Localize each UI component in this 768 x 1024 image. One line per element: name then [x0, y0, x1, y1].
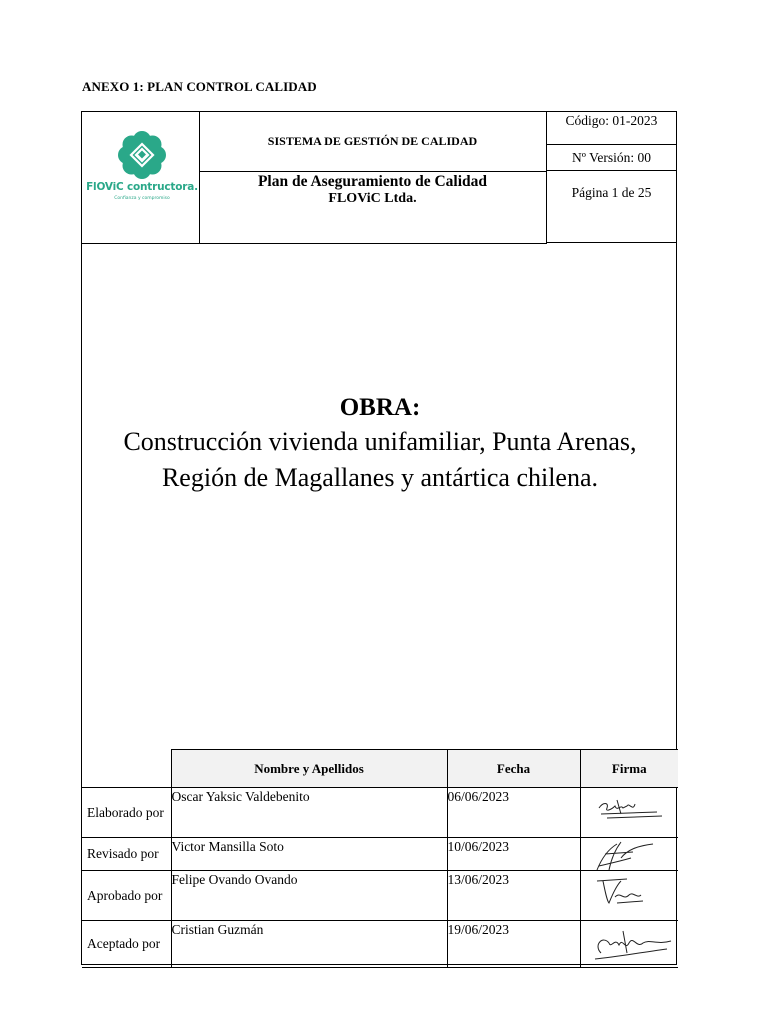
obra-block — [82, 392, 678, 496]
annex-title: ANEXO 1: PLAN CONTROL CALIDAD — [82, 79, 317, 94]
role-label: Elaborado por — [82, 788, 171, 838]
table-row — [82, 788, 678, 838]
logo-brand-text: FlOViC contructora. — [86, 181, 198, 193]
document-header — [82, 112, 678, 244]
sign-date: 10/06/2023 — [447, 838, 580, 871]
approval-header-row — [82, 750, 678, 788]
plan-title-cell — [199, 171, 547, 244]
table-row — [82, 921, 678, 968]
sign-date: 13/06/2023 — [447, 871, 580, 921]
signature-image — [587, 840, 673, 873]
person-name: Oscar Yaksic Valdebenito — [171, 788, 447, 838]
signature-image — [587, 790, 673, 830]
role-label: Revisado por — [82, 838, 171, 871]
system-title-cell — [199, 112, 547, 172]
signature-image — [587, 873, 673, 913]
date-column-header: Fecha — [447, 750, 580, 788]
page-number: Página 1 de 25 — [546, 171, 677, 243]
signature-cell — [580, 871, 678, 921]
approval-table — [82, 749, 678, 968]
table-row — [82, 871, 678, 921]
role-label: Aceptado por — [82, 921, 171, 968]
document-code: Código: 01-2023 — [546, 112, 677, 145]
person-name: Cristian Guzmán — [171, 921, 447, 968]
role-label: Aprobado por — [82, 871, 171, 921]
signature-image — [587, 923, 673, 967]
role-header-blank — [82, 750, 171, 788]
document-version: Nº Versión: 00 — [546, 145, 677, 171]
signature-column-header: Firma — [580, 750, 678, 788]
obra-label: OBRA: — [339, 394, 421, 421]
signature-cell — [580, 921, 678, 968]
signature-cell — [580, 838, 678, 871]
sign-date: 06/06/2023 — [447, 788, 580, 838]
logo-cell — [82, 112, 200, 244]
obra-description: Construcción vivienda unifamiliar, Punta Arenas, Región de Magallanes y antártica chilena. — [123, 427, 637, 492]
person-name: Victor Mansilla Soto — [171, 838, 447, 871]
plan-title: Plan de Aseguramiento de Calidad — [257, 173, 488, 190]
person-name: Felipe Ovando Ovando — [171, 871, 447, 921]
company-logo-icon — [116, 129, 168, 181]
sign-date: 19/06/2023 — [447, 921, 580, 968]
signature-cell — [580, 788, 678, 838]
system-title: SISTEMA DE GESTIÓN DE CALIDAD — [267, 134, 478, 148]
document-frame — [81, 111, 677, 965]
name-column-header: Nombre y Apellidos — [171, 750, 447, 788]
logo-tagline: Confianza y compromiso — [114, 196, 170, 201]
table-row — [82, 838, 678, 871]
plan-company: FLOViC Ltda. — [328, 191, 417, 206]
